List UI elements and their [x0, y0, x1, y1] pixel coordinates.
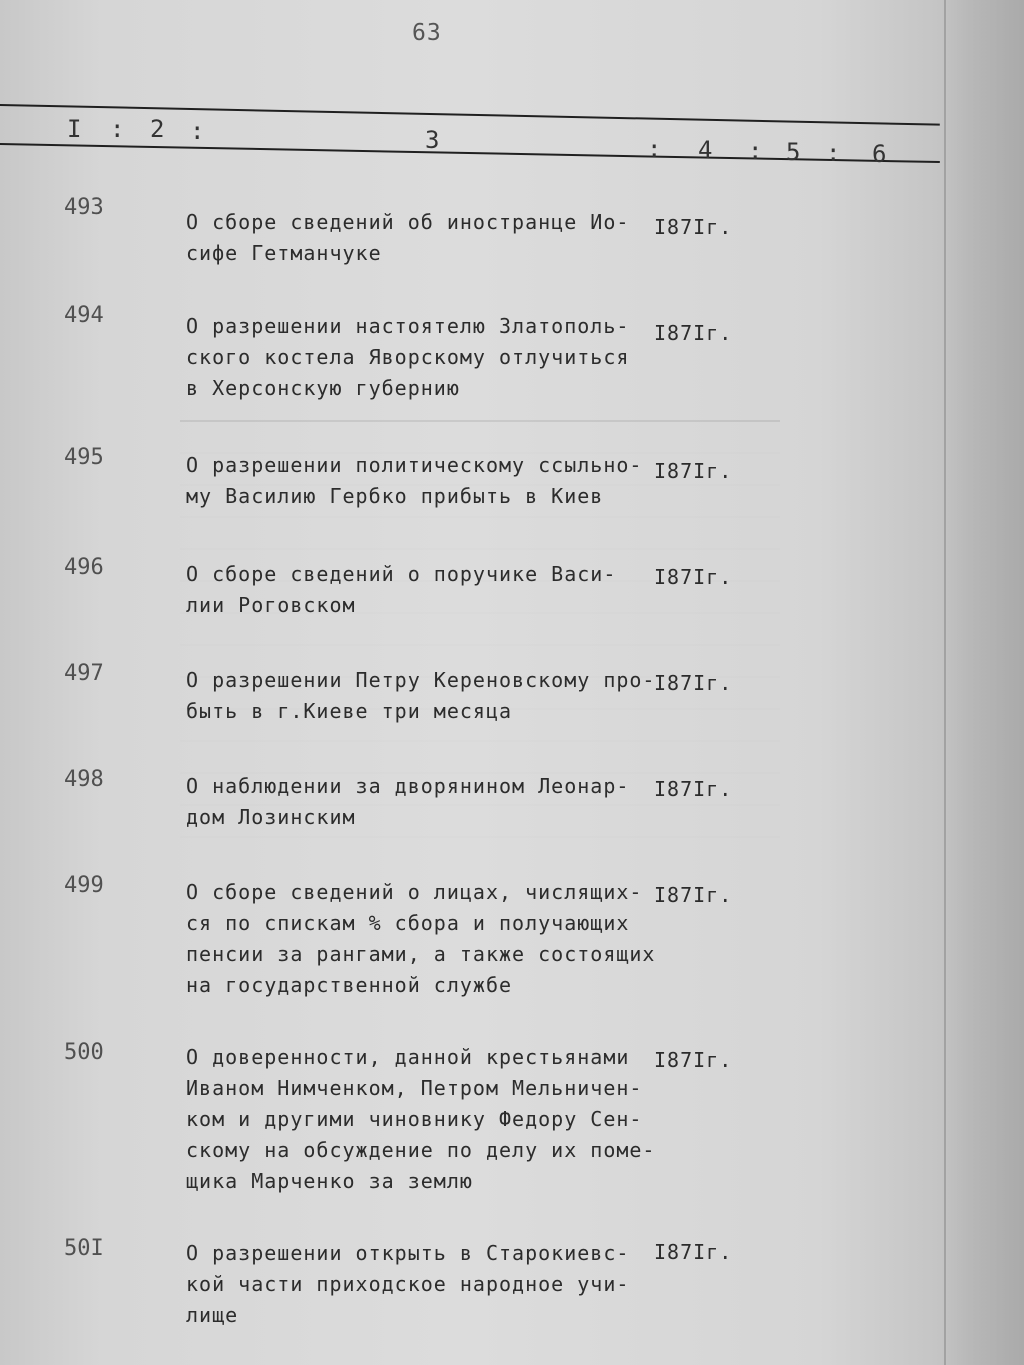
page-number: 63	[412, 20, 442, 46]
record-year: I87Iг.	[654, 777, 733, 801]
record-year: I87Iг.	[654, 321, 733, 345]
column-5-header: 5	[786, 138, 801, 166]
record-title: О наблюдении за дворянином Леонар- дом Лозинским	[186, 774, 630, 829]
column-separator: :	[748, 137, 763, 165]
record-title: О разрешении политическому ссыльно- му Василию Гербко прибыть в Киев	[186, 453, 643, 508]
column-separator: :	[190, 117, 205, 145]
record-year: I87Iг.	[654, 671, 733, 695]
record-title: О сборе сведений об иностранце Ио- сифе Гетманчуке	[186, 210, 630, 265]
record-number: 500	[64, 1040, 104, 1065]
column-separator: :	[647, 135, 662, 163]
column-4-header: 4	[698, 136, 713, 164]
record-number: 498	[64, 767, 104, 792]
record-number: 495	[64, 445, 104, 470]
column-2-header: 2	[150, 115, 165, 143]
record-year: I87Iг.	[654, 565, 733, 589]
record-number: 499	[64, 873, 104, 898]
record-year: I87Iг.	[654, 459, 733, 483]
record-title: О разрешении Петру Кереновскому про- быть в г.Киеве три месяца	[186, 668, 656, 723]
column-separator: :	[826, 139, 841, 167]
record-title: О доверенности, данной крестьянами Иваном Нимченком, Петром Мельничен- ком и другими чиновнику Федору Сен- скому на обсуждение по делу их поме- щика Марченко за землю	[186, 1045, 656, 1193]
record-year: I87Iг.	[654, 1048, 733, 1072]
record-year: I87Iг.	[654, 215, 733, 239]
record-year: I87Iг.	[654, 883, 733, 907]
column-3-header: 3	[425, 126, 440, 154]
record-number: 497	[64, 661, 104, 686]
column-1-header: I	[67, 115, 82, 143]
column-6-header: 6	[872, 140, 887, 168]
record-title: О разрешении открыть в Старокиевс- кой части приходское народное учи- лище	[186, 1241, 630, 1327]
column-separator: :	[110, 115, 125, 143]
record-year: I87Iг.	[654, 1240, 733, 1264]
record-number: 494	[64, 303, 104, 328]
record-title: О разрешении настоятелю Златополь- ского костела Яворскому отлучиться в Херсонскую губернию	[186, 314, 630, 400]
record-number: 496	[64, 555, 104, 580]
record-number: 50I	[64, 1236, 104, 1261]
record-title: О сборе сведений о поручике Васи- лии Роговском	[186, 562, 617, 617]
record-title: О сборе сведений о лицах, числящих- ся по спискам % сбора и получающих пенсии за рангами, а также состоящих на государственной службе	[186, 880, 656, 997]
record-number: 493	[64, 195, 104, 220]
